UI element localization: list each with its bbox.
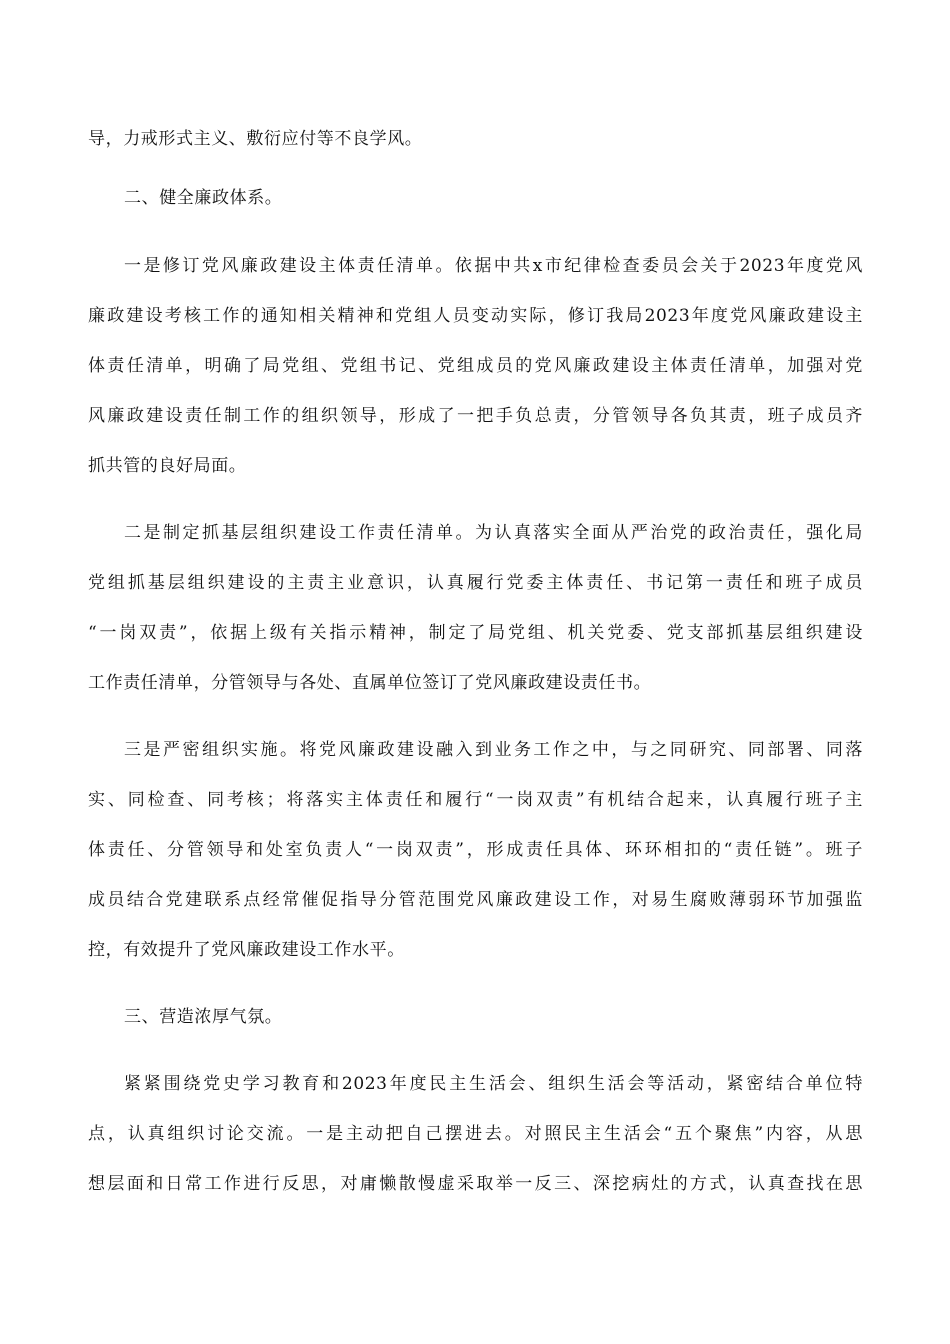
text-line: 点，认真组织讨论交流。一是主动把自己摆进去。对照民主生活会“五个聚焦”内容，从思 xyxy=(88,1124,863,1144)
text-line: 风廉政建设责任制工作的组织领导，形成了一把手负总责，分管领导各负其责，班子成员齐 xyxy=(88,406,863,426)
text-line: 二是制定抓基层组织建设工作责任清单。为认真落实全面从严治党的政治责任，强化局 xyxy=(124,523,863,543)
text-line: 三是严密组织实施。将党风廉政建设融入到业务工作之中，与之同研究、同部署、同落 xyxy=(124,740,863,760)
text-line: “一岗双责”，依据上级有关指示精神，制定了局党组、机关党委、党支部抓基层组织建设 xyxy=(88,623,863,643)
text-line: 导，力戒形式主义、敷衍应付等不良学风。 xyxy=(88,129,423,149)
text-line: 成员结合党建联系点经常催促指导分管范围党风廉政建设工作，对易生腐败薄弱环节加强监 xyxy=(88,890,863,910)
text-line: 想层面和日常工作进行反思，对庸懒散慢虚采取举一反三、深挖病灶的方式，认真查找在思 xyxy=(88,1174,863,1194)
section-heading: 二、健全廉政体系。 xyxy=(124,188,283,208)
section-heading: 三、营造浓厚气氛。 xyxy=(124,1007,283,1027)
text-line: 控，有效提升了党风廉政建设工作水平。 xyxy=(88,940,405,960)
text-line: 党组抓基层组织建设的主责主业意识，认真履行党委主体责任、书记第一责任和班子成员 xyxy=(88,573,863,593)
text-line: 紧紧围绕党史学习教育和2023年度民主生活会、组织生活会等活动，紧密结合单位特 xyxy=(124,1074,863,1094)
text-line: 抓共管的良好局面。 xyxy=(88,456,247,476)
text-line: 体责任清单，明确了局党组、党组书记、党组成员的党风廉政建设主体责任清单，加强对党 xyxy=(88,356,863,376)
text-line: 实、同检查、同考核；将落实主体责任和履行“一岗双责”有机结合起来，认真履行班子主 xyxy=(88,790,863,810)
text-line: 廉政建设考核工作的通知相关精神和党组人员变动实际，修订我局2023年度党风廉政建设主 xyxy=(88,306,863,326)
text-line: 一是修订党风廉政建设主体责任清单。依据中共x市纪律检查委员会关于2023年度党风 xyxy=(124,256,863,276)
text-line: 工作责任清单，分管领导与各处、直属单位签订了党风廉政建设责任书。 xyxy=(88,673,652,693)
text-line: 体责任、分管领导和处室负责人“一岗双责”，形成责任具体、环环相扣的“责任链”。班子 xyxy=(88,840,863,860)
